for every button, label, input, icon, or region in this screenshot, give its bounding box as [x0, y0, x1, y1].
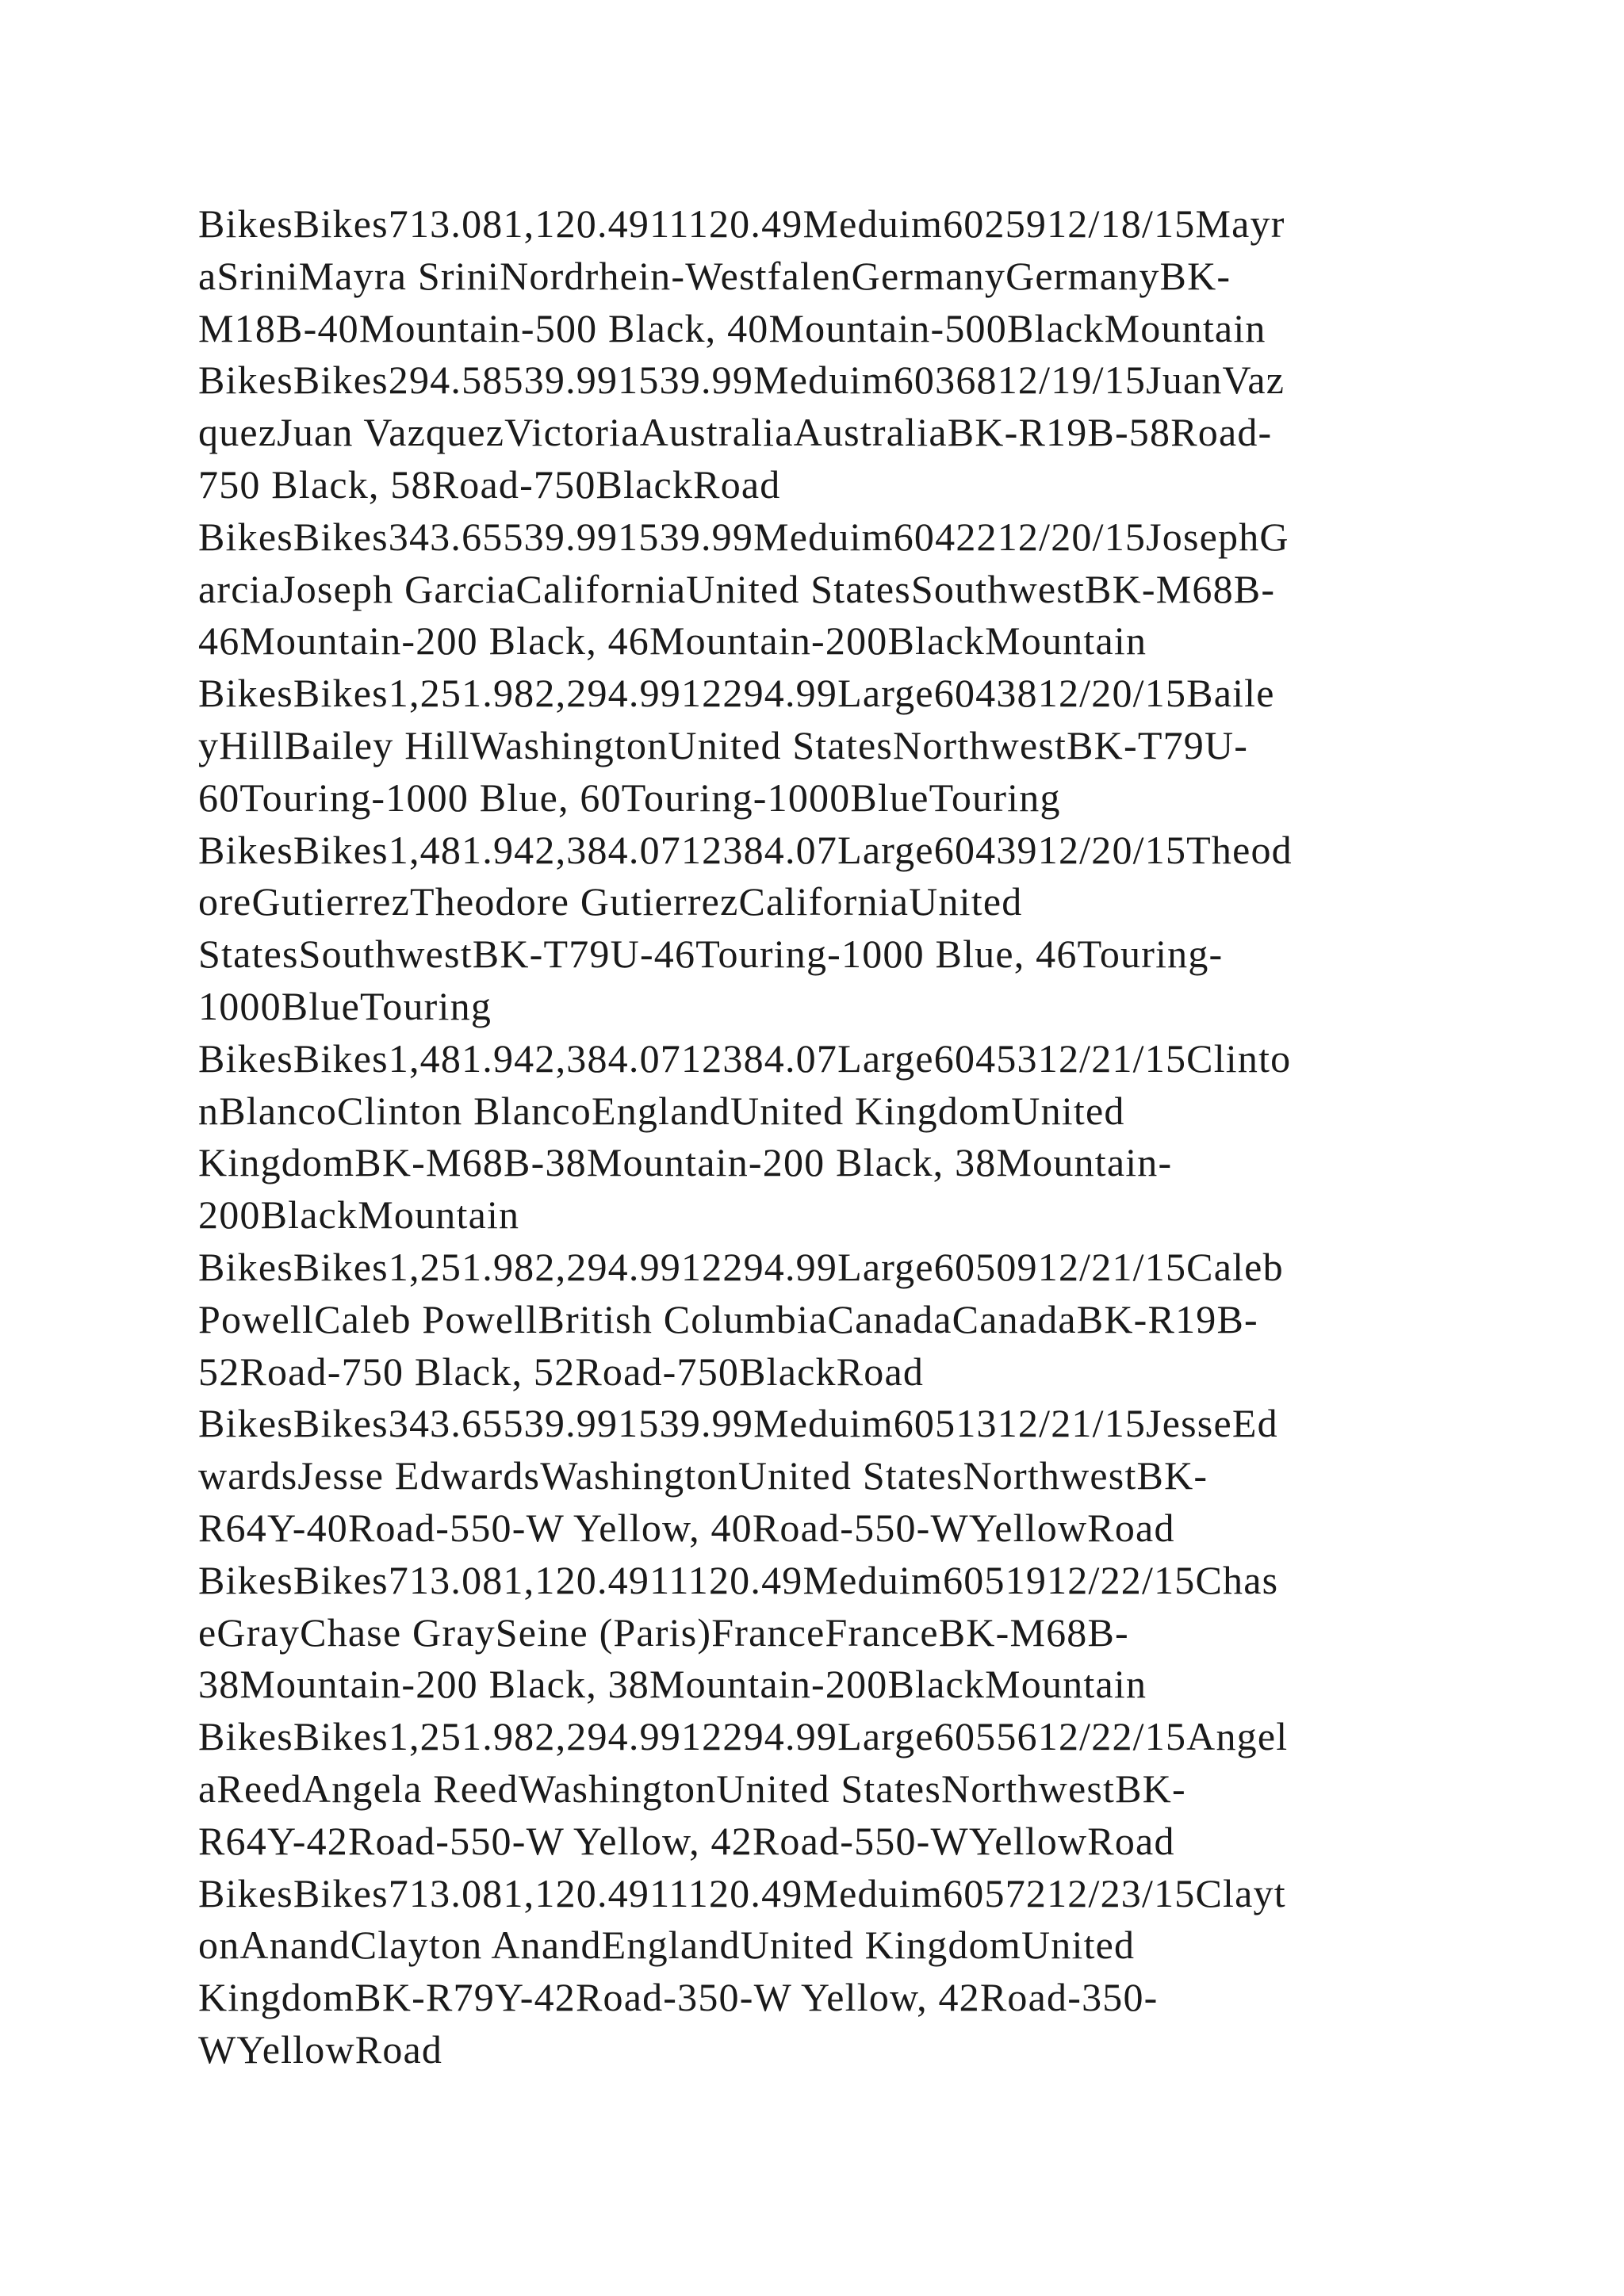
text-line: BikesBikes713.081,120.4911120.49Meduim6025912/18/15Mayr	[198, 201, 1285, 246]
text-line: PowellCaleb PowellBritish ColumbiaCanadaCanadaBK-R19B-	[198, 1296, 1258, 1341]
text-line: 1000BlueTouring	[198, 983, 492, 1028]
text-line: quezJuan VazquezVictoriaAustraliaAustraliaBK-R19B-58Road-	[198, 410, 1273, 455]
text-line: KingdomBK-M68B-38Mountain-200 Black, 38Mountain-	[198, 1140, 1173, 1185]
text-line: StatesSouthwestBK-T79U-46Touring-1000 Blue, 46Touring-	[198, 932, 1224, 977]
text-line: eGrayChase GraySeine (Paris)FranceFranceBK-M68B-	[198, 1609, 1129, 1655]
text-line: BikesBikes1,251.982,294.9912294.99Large6043812/20/15Baile	[198, 671, 1275, 716]
body-text	[198, 198, 1467, 2076]
text-line: oreGutierrezTheodore GutierrezCaliforniaUnited	[198, 879, 1023, 924]
text-line: aReedAngela ReedWashingtonUnited StatesNorthwestBK-	[198, 1766, 1186, 1811]
text-line: 60Touring-1000 Blue, 60Touring-1000BlueTouring	[198, 775, 1061, 820]
text-line: yHillBailey HillWashingtonUnited StatesNorthwestBK-T79U-	[198, 722, 1249, 767]
text-line: R64Y-42Road-550-W Yellow, 42Road-550-WYellowRoad	[198, 1818, 1175, 1863]
text-line: BikesBikes1,481.942,384.0712384.07Large6045312/21/15Clinto	[198, 1035, 1292, 1081]
text-line: BikesBikes294.58539.991539.99Meduim6036812/19/15JuanVaz	[198, 358, 1285, 403]
text-line: BikesBikes713.081,120.4911120.49Meduim6057212/23/15Clayt	[198, 1870, 1286, 1915]
text-line: BikesBikes1,481.942,384.0712384.07Large6043912/20/15Theod	[198, 827, 1293, 872]
text-line: BikesBikes713.081,120.4911120.49Meduim6051912/22/15Chas	[198, 1557, 1279, 1602]
text-line: 200BlackMountain	[198, 1192, 520, 1238]
text-line: 46Mountain-200 Black, 46Mountain-200BlackMountain	[198, 618, 1147, 664]
text-line: nBlancoClinton BlancoEnglandUnited KingdomUnited	[198, 1088, 1125, 1133]
text-line: 52Road-750 Black, 52Road-750BlackRoad	[198, 1349, 925, 1394]
text-line: BikesBikes343.65539.991539.99Meduim6051312/21/15JesseEd	[198, 1401, 1278, 1446]
text-line: aSriniMayra SriniNordrhein-WestfalenGermanyGermanyBK-	[198, 253, 1231, 298]
text-line: WYellowRoad	[198, 2026, 443, 2072]
text-line: KingdomBK-R79Y-42Road-350-W Yellow, 42Road-350-	[198, 1975, 1159, 2020]
text-line: BikesBikes343.65539.991539.99Meduim6042212/20/15JosephG	[198, 514, 1289, 559]
text-line: M18B-40Mountain-500 Black, 40Mountain-500BlackMountain	[198, 305, 1266, 350]
text-line: wardsJesse EdwardsWashingtonUnited StatesNorthwestBK-	[198, 1453, 1208, 1498]
text-line: BikesBikes1,251.982,294.9912294.99Large6050912/21/15Caleb	[198, 1244, 1284, 1289]
text-line: R64Y-40Road-550-W Yellow, 40Road-550-WYellowRoad	[198, 1505, 1175, 1550]
text-line: 750 Black, 58Road-750BlackRoad	[198, 461, 781, 507]
text-line: onAnandClayton AnandEnglandUnited KingdomUnited	[198, 1923, 1136, 1968]
text-line: BikesBikes1,251.982,294.9912294.99Large6055612/22/15Angel	[198, 1714, 1289, 1759]
text-line: 38Mountain-200 Black, 38Mountain-200BlackMountain	[198, 1662, 1147, 1707]
text-line: arciaJoseph GarciaCaliforniaUnited StatesSouthwestBK-M68B-	[198, 566, 1276, 611]
